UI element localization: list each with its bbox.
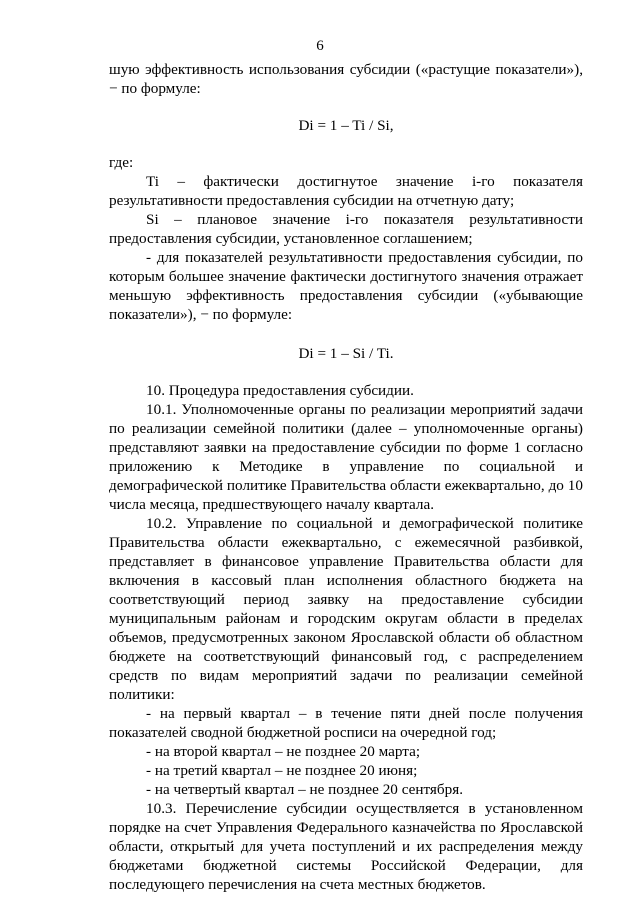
- list-item-q3: - на третий квартал – не позднее 20 июня;: [146, 762, 418, 779]
- si-definition: Si – плановое значение i-го показателя результативности предоставления субсидии, установленное соглашением;: [109, 211, 583, 247]
- document-body: [109, 60, 583, 894]
- formula-decreasing: Di = 1 – Si / Ti.: [298, 345, 394, 362]
- page-number: 6: [316, 38, 324, 54]
- ti-definition: Ti – фактически достигнутое значение i-го показателя результативности предоставления субсидии на отчетную дату;: [109, 173, 583, 209]
- list-item-q2: - на второй квартал – не позднее 20 марта;: [146, 743, 421, 760]
- where-label: где:: [109, 154, 134, 171]
- list-item-q4: - на четвертый квартал – не позднее 20 сентября.: [146, 781, 464, 798]
- intro-paragraph: шую эффективность использования субсидии («растущие показатели»), − по формуле:: [109, 61, 583, 97]
- paragraph-10-2: 10.2. Управление по социальной и демографической политике Правительства области ежеквартально, с ежемесячной разбивкой, представляет в финансовое управление Правительства области для включения в кассовый план исполнения областного бюджета на соответствующий период заявку на предоставление субсидии муниципальным районам и городским округам области в пределах объемов, предусмотренных законом Ярославской области об областном бюджете на соответствующий финансовый год, с распределением средств по видам мероприятий задачи по реализации семейной политики:: [109, 515, 583, 703]
- section-10-title: 10. Процедура предоставления субсидии.: [146, 382, 414, 399]
- formula-growing: Di = 1 – Ti / Si,: [298, 117, 394, 134]
- list-item-q1: - на первый квартал – в течение пяти дней после получения показателей сводной бюджетной росписи на очередной год;: [109, 705, 583, 741]
- decreasing-paragraph: - для показателей результативности предоставления субсидии, по которым большее значение фактически достигнутого значения отражает меньшую эффективность предоставления субсидии («убывающие показатели»), − по формуле:: [109, 249, 583, 323]
- paragraph-10-1: 10.1. Уполномоченные органы по реализации мероприятий задачи по реализации семейной политики (далее – уполномоченные органы) представляют заявки на предоставление субсидии по форме 1 согласно приложению к Методике в управление по социальной и демографической политике Правительства области ежеквартально, до 10 числа месяца, предшествующего началу квартала.: [109, 401, 583, 513]
- paragraph-10-3: 10.3. Перечисление субсидии осуществляется в установленном порядке на счет Управления Федерального казначейства по Ярославской области, открытый для учета поступлений и их распределения между бюджетами бюджетной системы Российской Федерации, для последующего перечисления на счета местных бюджетов.: [109, 800, 583, 893]
